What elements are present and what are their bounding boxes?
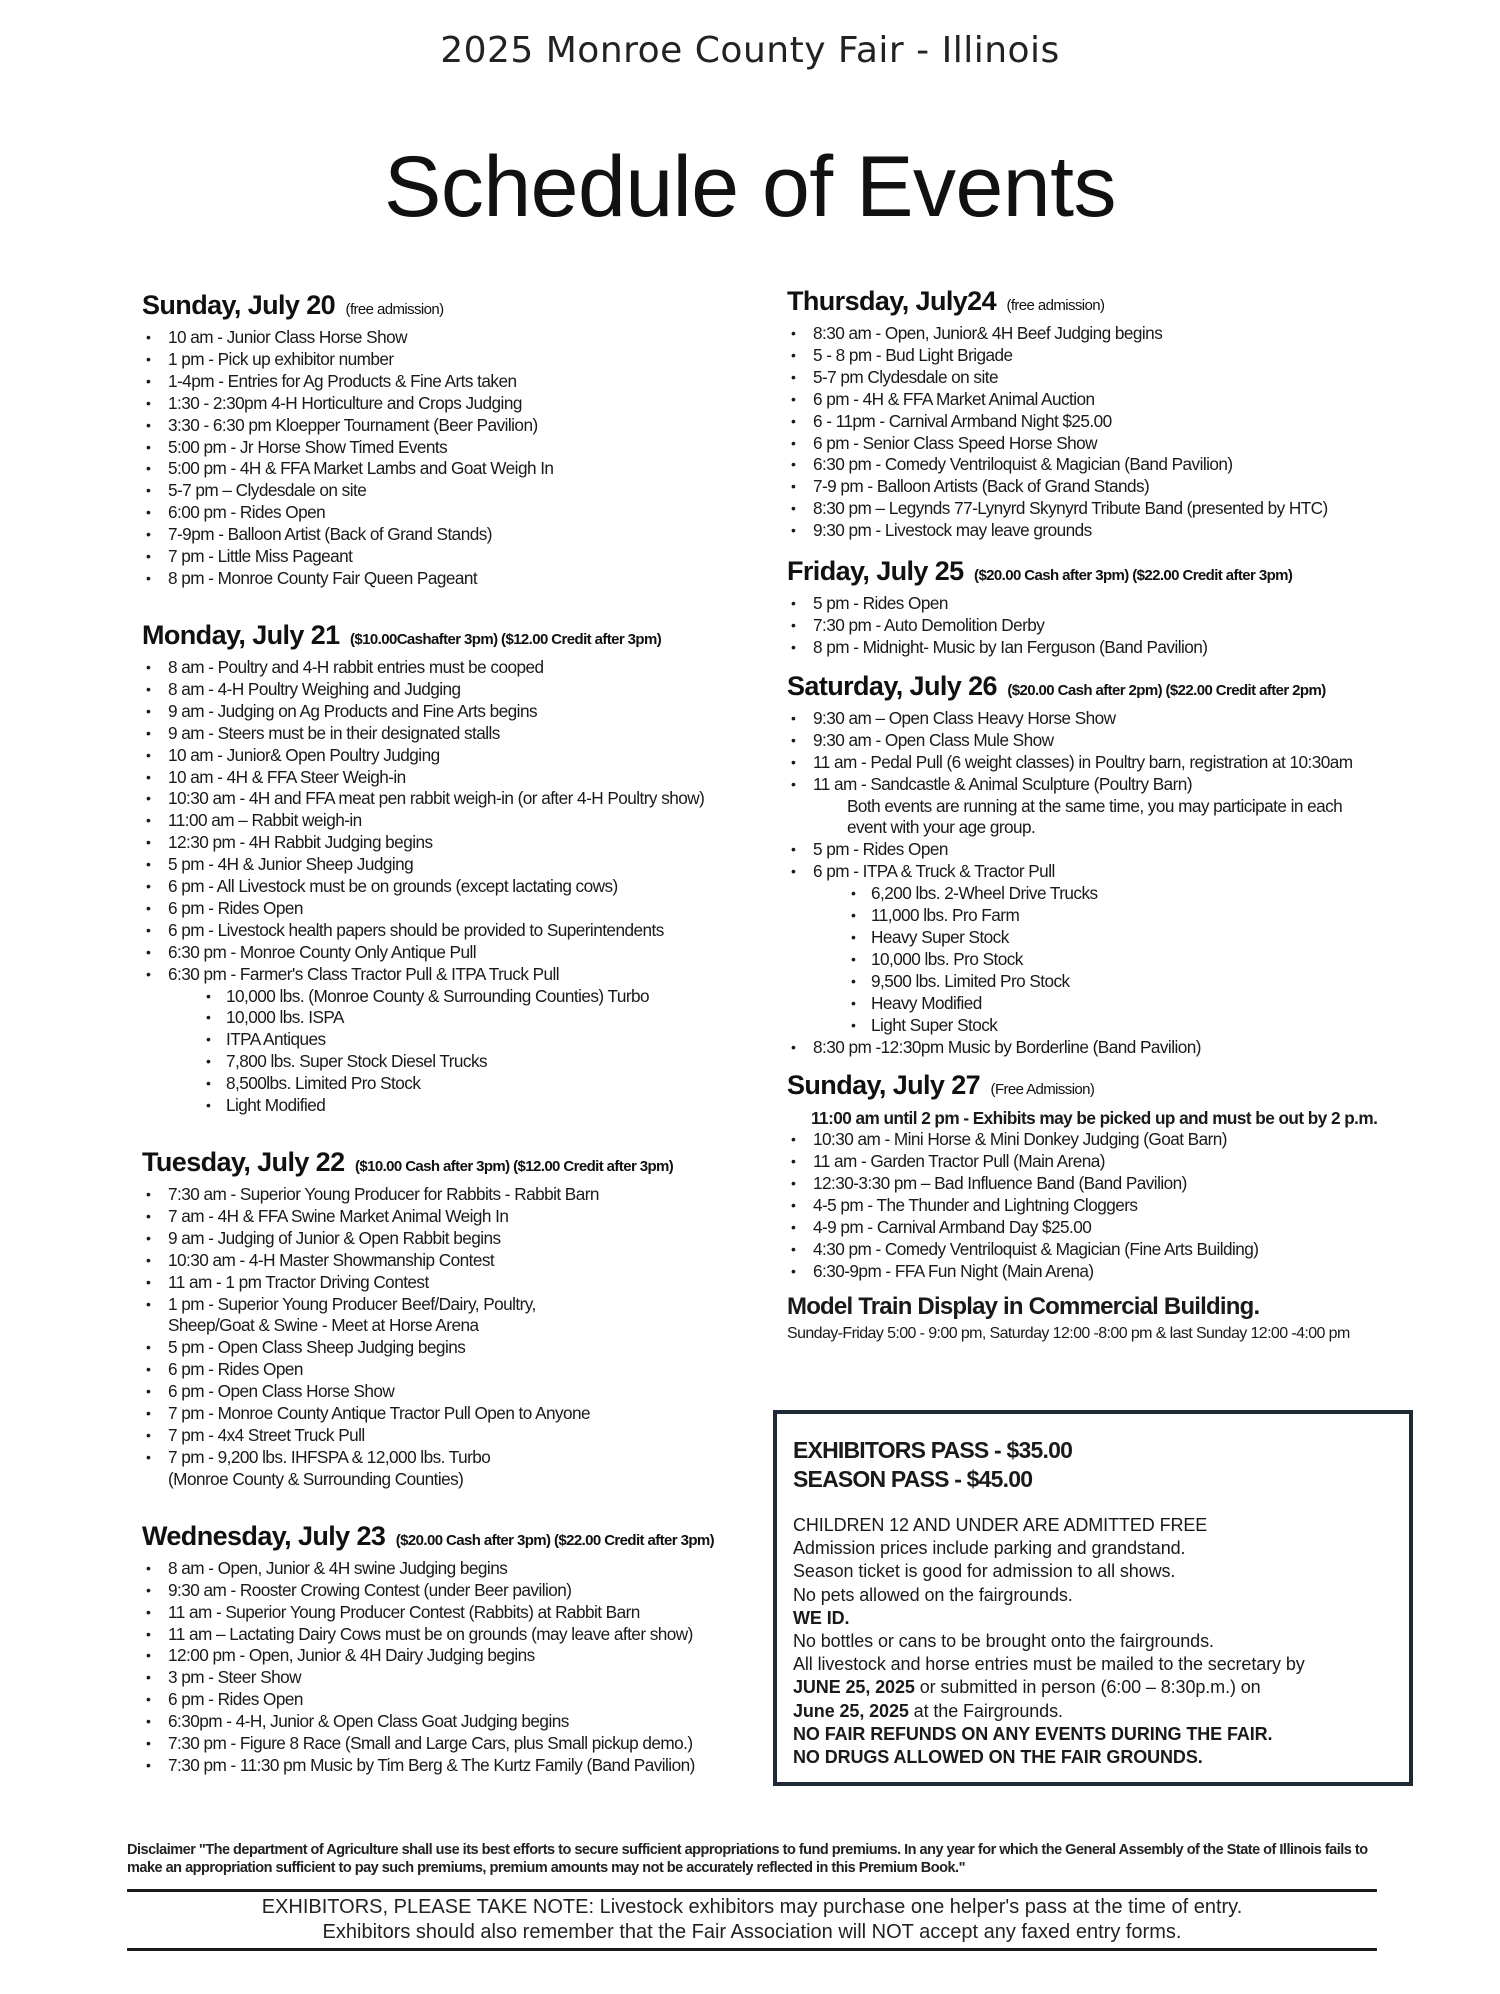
list-item: • 5 - 8 pm - Bud Light Brigade: [787, 345, 1427, 367]
list-item: • 5 pm - Rides Open: [787, 593, 1427, 615]
day-title: Monday, July 21: [142, 619, 340, 650]
list-item: • 8 am - Open, Junior & 4H swine Judging begins: [142, 1558, 762, 1580]
divider: [127, 1948, 1377, 1951]
list-item: • 8,500lbs. Limited Pro Stock: [204, 1073, 762, 1095]
list-item: • 6:30 pm - Comedy Ventriloquist & Magician (Band Pavilion): [787, 454, 1427, 476]
day-title: Sunday, July 20: [142, 290, 336, 320]
list-item: • 6:30 pm - Monroe County Only Antique Pull: [142, 942, 762, 964]
list-item: • 8 pm - Midnight- Music by Ian Ferguson (Band Pavilion): [787, 637, 1427, 659]
day-heading: [787, 671, 1427, 702]
list-item: • 9:30 am - Rooster Crowing Contest (under Beer pavilion): [142, 1580, 762, 1602]
list-item: • 7:30 pm - Auto Demolition Derby: [787, 615, 1427, 637]
list-item: • 5 pm - Rides Open: [787, 839, 1427, 861]
list-item: • 9:30 am - Open Class Mule Show: [787, 730, 1427, 752]
admission-note: ($20.00 Cash after 2pm) ($22.00 Credit after 2pm): [1007, 681, 1326, 699]
list-item: • 10:30 am - Mini Horse & Mini Donkey Judging (Goat Barn): [787, 1129, 1427, 1151]
list-item: • 5 pm - Open Class Sheep Judging begins: [142, 1337, 762, 1359]
list-item: • 6 - 11pm - Carnival Armband Night $25.00: [787, 411, 1427, 433]
list-item: • 9 am - Judging on Ag Products and Fine Arts begins: [142, 701, 762, 723]
list-item: • 9:30 pm - Livestock may leave grounds: [787, 520, 1427, 542]
event-list: [787, 839, 1427, 883]
exhibitor-note: [127, 1895, 1377, 1945]
list-item: • 8:30 pm – Legynds 77-Lynyrd Skynyrd Tribute Band (presented by HTC): [787, 498, 1427, 520]
list-item: • 6 pm - Livestock health papers should be provided to Superintendents: [142, 920, 762, 942]
day-wednesday-july-23: [142, 1521, 762, 1777]
list-item: • 1:30 - 2:30pm 4-H Horticulture and Crops Judging: [142, 393, 762, 415]
event-list: [142, 1447, 762, 1491]
event-list: [787, 1037, 1427, 1059]
day-heading: [787, 1070, 1427, 1101]
event-list: [142, 1337, 762, 1447]
list-item: • Light Super Stock: [849, 1015, 1427, 1037]
list-item: • 11 am – Lactating Dairy Cows must be on grounds (may leave after show): [142, 1624, 762, 1646]
list-item: • 3:30 - 6:30 pm Kloepper Tournament (Beer Pavilion): [142, 415, 762, 437]
list-item: • 10,000 lbs. ISPA: [204, 1007, 762, 1029]
list-item: • 7 pm - 4x4 Street Truck Pull: [142, 1425, 762, 1447]
list-item: • 7:30 pm - 11:30 pm Music by Tim Berg & The Kurtz Family (Band Pavilion): [142, 1755, 762, 1777]
list-item: • 7-9 pm - Balloon Artists (Back of Grand Stands): [787, 476, 1427, 498]
day-thursday-july-24: [787, 286, 1427, 542]
day-title: Thursday, July24: [787, 286, 996, 316]
list-item: • 6 pm - Rides Open: [142, 1689, 762, 1711]
list-item: • 7:30 pm - Figure 8 Race (Small and Large Cars, plus Small pickup demo.): [142, 1733, 762, 1755]
divider: [127, 1889, 1377, 1892]
list-item: • 9:30 am – Open Class Heavy Horse Show: [787, 708, 1427, 730]
info-line: JUNE 25, 2025 or submitted in person (6:00 – 8:30p.m.) on: [793, 1677, 1261, 1698]
list-item: • 5:00 pm - 4H & FFA Market Lambs and Goat Weigh In: [142, 458, 762, 480]
list-item: • 1 pm - Pick up exhibitor number: [142, 349, 762, 371]
list-item: • 11 am - Garden Tractor Pull (Main Arena): [787, 1151, 1427, 1173]
day-heading: [142, 1147, 762, 1178]
list-item: • 10:30 am - 4H and FFA meat pen rabbit weigh-in (or after 4-H Poultry show): [142, 788, 762, 810]
event-list: [142, 327, 762, 590]
day-title: Wednesday, July 23: [142, 1520, 386, 1551]
list-item: • 11,000 lbs. Pro Farm: [849, 905, 1427, 927]
event-list: [142, 657, 762, 986]
list-item: • 1 pm - Superior Young Producer Beef/Dairy, Poultry, Sheep/Goat & Swine - Meet at Horse Arena: [142, 1294, 762, 1338]
event-list: [787, 593, 1427, 659]
list-item: • 5 pm - 4H & Junior Sheep Judging: [142, 854, 762, 876]
list-item: • 6 pm - Open Class Horse Show: [142, 1381, 762, 1403]
info-line: NO FAIR REFUNDS ON ANY EVENTS DURING THE FAIR.: [793, 1723, 1273, 1744]
note-line: EXHIBITORS, PLEASE TAKE NOTE: Livestock exhibitors may purchase one helper's pass at the time of entry.: [261, 1896, 1243, 1918]
list-item: • 8:30 am - Open, Junior& 4H Beef Judging begins: [787, 323, 1427, 345]
pickup-notice: 11:00 am until 2 pm - Exhibits may be picked up and must be out by 2 p.m.: [811, 1108, 1378, 1129]
info-line: Admission prices include parking and grandstand.: [793, 1538, 1186, 1559]
list-item: • 9 am - Judging of Junior & Open Rabbit begins: [142, 1228, 762, 1250]
event-list: [787, 323, 1427, 542]
info-line: CHILDREN 12 AND UNDER ARE ADMITTED FREE: [793, 1515, 1208, 1535]
list-item: • 10,000 lbs. Pro Stock: [849, 949, 1427, 971]
list-item: • 6 pm - Rides Open: [142, 1359, 762, 1381]
list-item: • 9 am - Steers must be in their designated stalls: [142, 723, 762, 745]
model-train-section: [787, 1293, 1427, 1343]
day-heading: [142, 290, 762, 321]
list-item: • 4-5 pm - The Thunder and Lightning Cloggers: [787, 1195, 1427, 1217]
right-column: [787, 286, 1427, 1343]
admission-note: ($10.00Cashafter 3pm) ($12.00 Credit after 3pm): [350, 630, 662, 648]
list-item: • 8 am - 4-H Poultry Weighing and Judging: [142, 679, 762, 701]
day-heading: [142, 1521, 762, 1552]
list-item: • 7 am - 4H & FFA Swine Market Animal Weigh In: [142, 1206, 762, 1228]
info-line: NO DRUGS ALLOWED ON THE FAIR GROUNDS.: [793, 1747, 1203, 1768]
list-item: • 9,500 lbs. Limited Pro Stock: [849, 971, 1427, 993]
info-line: June 25, 2025 at the Fairgrounds.: [793, 1700, 1063, 1721]
list-item: • Heavy Modified: [849, 993, 1427, 1015]
left-column: [142, 290, 762, 1807]
info-line: WE ID.: [793, 1607, 850, 1628]
list-item: • 6 pm - ITPA & Truck & Tractor Pull: [787, 861, 1427, 883]
model-train-title: Model Train Display in Commercial Building.: [787, 1292, 1260, 1320]
event-list: [142, 1558, 762, 1777]
list-item: • ITPA Antiques: [204, 1029, 762, 1051]
list-item: • 6 pm - All Livestock must be on grounds (except lactating cows): [142, 876, 762, 898]
list-item: • Light Modified: [204, 1095, 762, 1117]
list-item: • 4:30 pm - Comedy Ventriloquist & Magician (Fine Arts Building): [787, 1239, 1427, 1261]
day-title: Friday, July 25: [787, 556, 964, 587]
day-tuesday-july-22: [142, 1147, 762, 1491]
event-list: [787, 708, 1427, 796]
admission-note: ($20.00 Cash after 3pm) ($22.00 Credit after 3pm): [974, 567, 1293, 585]
day-saturday-july-26: [787, 671, 1427, 1059]
note-text: event with your age group.: [847, 817, 1036, 838]
list-item: • 5-7 pm Clydesdale on site: [787, 367, 1427, 389]
exhibitors-pass-price: EXHIBITORS PASS - $35.00: [793, 1437, 1073, 1463]
list-item: • 5:00 pm - Jr Horse Show Timed Events: [142, 437, 762, 459]
admission-info: [793, 1514, 1409, 1769]
info-line: No bottles or cans to be brought onto the fairgrounds.: [793, 1631, 1214, 1652]
admission-note: ($10.00 Cash after 3pm) ($12.00 Credit after 3pm): [354, 1158, 674, 1175]
list-item: • 10 am - Junior& Open Poultry Judging: [142, 745, 762, 767]
list-item: • 12:00 pm - Open, Junior & 4H Dairy Judging begins: [142, 1645, 762, 1667]
list-item: • 6:00 pm - Rides Open: [142, 502, 762, 524]
list-item: • 7 pm - 9,200 lbs. IHFSPA & 12,000 lbs. Turbo (Monroe County & Surrounding Counties): [142, 1447, 762, 1491]
list-item: • 7,800 lbs. Super Stock Diesel Trucks: [204, 1051, 762, 1073]
list-item: • 8 pm - Monroe County Fair Queen Pageant: [142, 568, 762, 590]
list-item: • 7-9pm - Balloon Artist (Back of Grand Stands): [142, 524, 762, 546]
event-list: [142, 1184, 762, 1294]
day-heading: [787, 556, 1427, 587]
list-item: • 8:30 pm -12:30pm Music by Borderline (Band Pavilion): [787, 1037, 1427, 1059]
pass-info-box: [773, 1410, 1413, 1786]
list-item: • 11 am - Superior Young Producer Contest (Rabbits) at Rabbit Barn: [142, 1602, 762, 1624]
list-item: • 11:00 am – Rabbit weigh-in: [142, 810, 762, 832]
list-item: • 6 pm - Senior Class Speed Horse Show: [787, 433, 1427, 455]
day-monday-july-21: [142, 620, 762, 1117]
page-title: Schedule of Events: [383, 139, 1117, 235]
list-item: • 10 am - 4H & FFA Steer Weigh-in: [142, 767, 762, 789]
list-item: • 6:30-9pm - FFA Fun Night (Main Arena): [787, 1261, 1427, 1283]
day-title: Tuesday, July 22: [142, 1147, 345, 1177]
admission-note: (Free Admission): [990, 1081, 1095, 1099]
list-item: • 8 am - Poultry and 4-H rabbit entries must be cooped: [142, 657, 762, 679]
list-item: • 10:30 am - 4-H Master Showmanship Contest: [142, 1250, 762, 1272]
day-title: Saturday, July 26: [787, 670, 997, 701]
list-item: • 6 pm - Rides Open: [142, 898, 762, 920]
list-item: • 11 am - 1 pm Tractor Driving Contest: [142, 1272, 762, 1294]
list-item: • Heavy Super Stock: [849, 927, 1427, 949]
admission-note: ($20.00 Cash after 3pm) ($22.00 Credit after 3pm): [395, 1531, 715, 1549]
event-list: [142, 1294, 762, 1338]
list-item: • 10,000 lbs. (Monroe County & Surrounding Counties) Turbo: [204, 986, 762, 1008]
list-item: • 4-9 pm - Carnival Armband Day $25.00: [787, 1217, 1427, 1239]
info-line: No pets allowed on the fairgrounds.: [793, 1584, 1073, 1605]
list-item: • 11 am - Sandcastle & Animal Sculpture (Poultry Barn): [787, 774, 1427, 796]
admission-note: (free admission): [1006, 297, 1105, 314]
list-item: • 5-7 pm – Clydesdale on site: [142, 480, 762, 502]
list-item: • 12:30-3:30 pm – Bad Influence Band (Band Pavilion): [787, 1173, 1427, 1195]
day-heading: [787, 286, 1427, 317]
pull-class-list: [787, 883, 1427, 1036]
day-friday-july-25: [787, 556, 1427, 659]
list-item: • 10 am - Junior Class Horse Show: [142, 327, 762, 349]
pull-class-list: [142, 986, 762, 1117]
list-item: • 7 pm - Monroe County Antique Tractor Pull Open to Anyone: [142, 1403, 762, 1425]
day-sunday-july-20: [142, 290, 762, 590]
list-item: • 7 pm - Little Miss Pageant: [142, 546, 762, 568]
list-item: • 3 pm - Steer Show: [142, 1667, 762, 1689]
admission-note: (free admission): [345, 301, 444, 318]
day-heading: [142, 620, 762, 651]
note-text: Both events are running at the same time, you may participate in each: [847, 795, 1343, 816]
list-item: • 6,200 lbs. 2-Wheel Drive Trucks: [849, 883, 1427, 905]
event-list: [787, 1129, 1427, 1282]
list-item: • 6:30 pm - Farmer's Class Tractor Pull & ITPA Truck Pull: [142, 964, 762, 986]
season-pass-price: SEASON PASS - $45.00: [793, 1466, 1033, 1492]
list-item: • 6 pm - 4H & FFA Market Animal Auction: [787, 389, 1427, 411]
info-line: All livestock and horse entries must be mailed to the secretary by: [793, 1654, 1305, 1675]
day-title: Sunday, July 27: [787, 1070, 981, 1101]
note-line: Exhibitors should also remember that the Fair Association will NOT accept any faxed entry forms.: [322, 1921, 1182, 1943]
disclaimer: Disclaimer "The department of Agriculture shall use its best efforts to secure sufficient appropriations to fund premiums. In any year for which the General Assembly of the State of Illinois fails to make an appropriation sufficient to pay such premiums, premium amounts may not be accurately reflected in this Premium Book.": [127, 1842, 1368, 1876]
list-item: • 7:30 am - Superior Young Producer for Rabbits - Rabbit Barn: [142, 1184, 762, 1206]
fair-title: 2025 Monroe County Fair - Illinois: [440, 30, 1060, 71]
list-item: • 12:30 pm - 4H Rabbit Judging begins: [142, 832, 762, 854]
day-sunday-july-27: [787, 1070, 1427, 1282]
list-item: • 1-4pm - Entries for Ag Products & Fine Arts taken: [142, 371, 762, 393]
info-line: Season ticket is good for admission to all shows.: [793, 1561, 1176, 1582]
list-item: • 6:30pm - 4-H, Junior & Open Class Goat Judging begins: [142, 1711, 762, 1733]
list-item: • 11 am - Pedal Pull (6 weight classes) in Poultry barn, registration at 10:30am: [787, 752, 1427, 774]
model-train-hours: Sunday-Friday 5:00 - 9:00 pm, Saturday 12:00 -8:00 pm & last Sunday 12:00 -4:00 pm: [787, 1324, 1350, 1342]
